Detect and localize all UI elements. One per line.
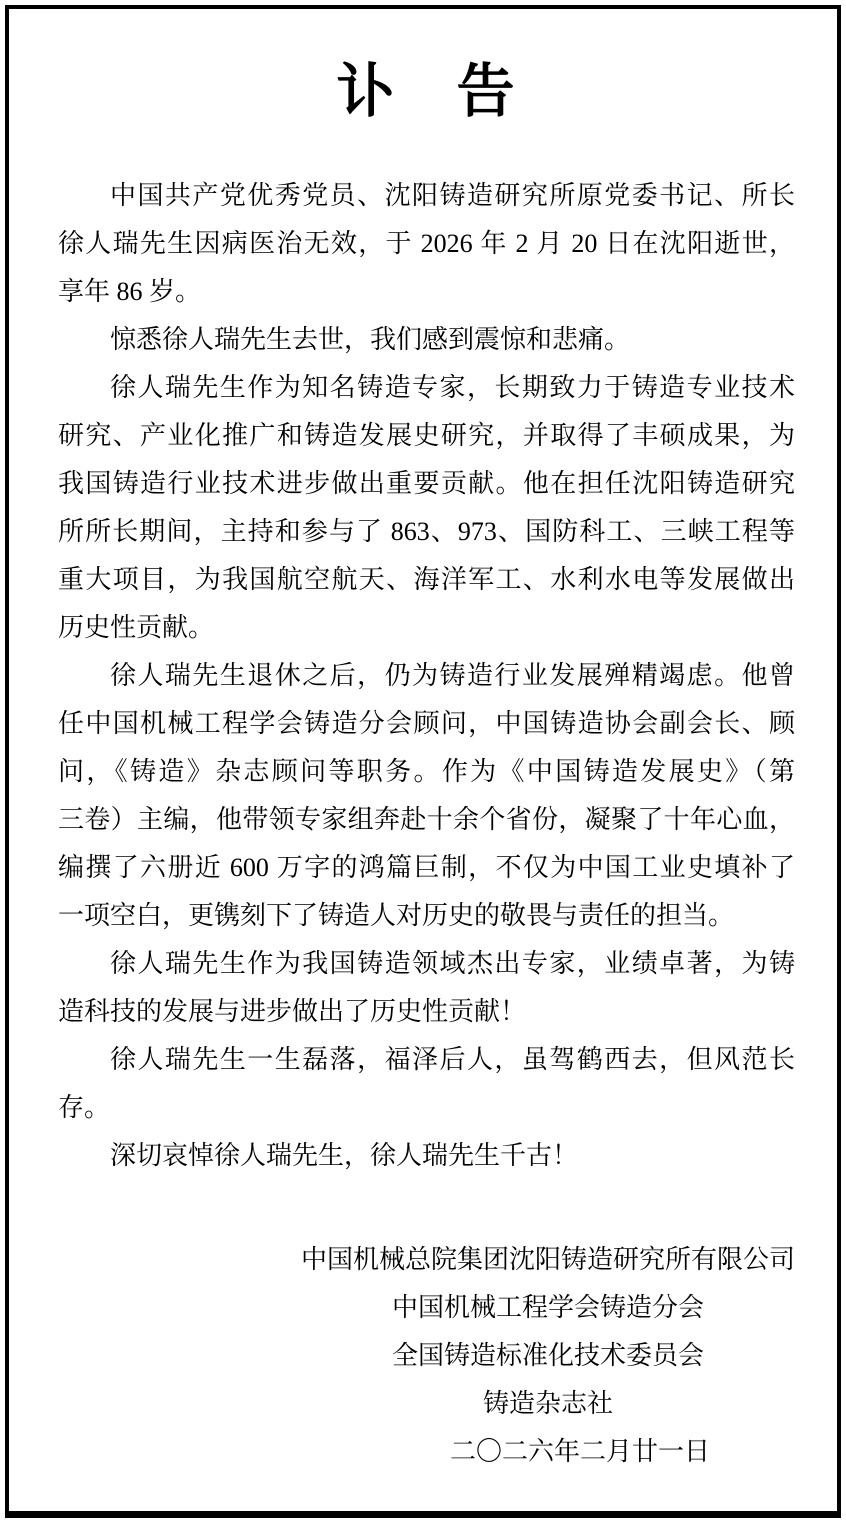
notice-paragraph bbox=[58, 1132, 795, 1180]
paragraph-line: 徐人瑞先生因病医治无效，于 2026 年 2 月 20 日在沈阳逝世， bbox=[58, 228, 795, 258]
paragraph-line: 三卷）主编，他带领专家组奔赴十余个省份，凝聚了十年心血， bbox=[58, 804, 795, 834]
paragraph-line: 徐人瑞先生一生磊落，福泽后人，虽驾鹤西去，但风范长 bbox=[110, 1044, 795, 1074]
paragraph-line: 我国铸造行业技术进步做出重要贡献。他在担任沈阳铸造研究 bbox=[58, 468, 795, 498]
paragraph-line: 徐人瑞先生作为我国铸造领域杰出专家，业绩卓著，为铸 bbox=[110, 948, 795, 978]
notice-paragraph bbox=[58, 316, 795, 364]
paragraph-line: 任中国机械工程学会铸造分会顾问，中国铸造协会副会长、顾 bbox=[58, 708, 795, 738]
notice-paragraph bbox=[58, 364, 795, 652]
paragraph-line: 存。 bbox=[58, 1092, 111, 1122]
obituary-title: 讣 告 bbox=[336, 59, 517, 124]
signature-line: 中国机械工程学会铸造分会 bbox=[391, 1292, 704, 1322]
signature-date: 二〇二六年二月廿一日 bbox=[449, 1436, 710, 1466]
paragraph-line: 编撰了六册近 600 万字的鸿篇巨制，不仅为中国工业史填补了 bbox=[58, 852, 795, 882]
paragraph-line: 一项空白，更镌刻下了铸造人对历史的敬畏与责任的担当。 bbox=[58, 900, 735, 930]
paragraph-line: 造科技的发展与进步做出了历史性贡献！ bbox=[58, 996, 527, 1026]
notice-paragraph bbox=[58, 1036, 795, 1132]
paragraph-line: 问，《铸造》杂志顾问等职务。作为《中国铸造发展史》（第 bbox=[58, 756, 795, 786]
signature-line: 铸造杂志社 bbox=[482, 1388, 613, 1418]
notice-body bbox=[58, 172, 795, 1180]
signature-line: 全国铸造标准化技术委员会 bbox=[391, 1340, 704, 1370]
notice-paragraph bbox=[58, 652, 795, 940]
notice-paragraph bbox=[58, 172, 795, 316]
paragraph-line: 惊悉徐人瑞先生去世，我们感到震惊和悲痛。 bbox=[110, 324, 631, 354]
paragraph-line: 徐人瑞先生作为知名铸造专家，长期致力于铸造专业技术 bbox=[110, 372, 795, 402]
signature-block bbox=[248, 1236, 846, 1476]
paragraph-line: 所所长期间，主持和参与了 863、973、国防科工、三峡工程等 bbox=[58, 516, 795, 546]
paragraph-line: 重大项目，为我国航空航天、海洋军工、水利水电等发展做出 bbox=[58, 564, 795, 594]
page-content bbox=[9, 9, 837, 1476]
paragraph-line: 历史性贡献。 bbox=[58, 612, 215, 642]
paragraph-line: 享年 86 岁。 bbox=[58, 276, 202, 306]
paragraph-line: 中国共产党优秀党员、沈阳铸造研究所原党委书记、所长 bbox=[110, 180, 795, 210]
notice-paragraph bbox=[58, 940, 795, 1036]
signature-line: 中国机械总院集团沈阳铸造研究所有限公司 bbox=[300, 1244, 795, 1274]
paragraph-line: 徐人瑞先生退休之后，仍为铸造行业发展殚精竭虑。他曾 bbox=[110, 660, 795, 690]
paragraph-line: 研究、产业化推广和铸造发展史研究，并取得了丰硕成果，为 bbox=[58, 420, 795, 450]
paragraph-line: 深切哀悼徐人瑞先生，徐人瑞先生千古！ bbox=[110, 1140, 579, 1170]
